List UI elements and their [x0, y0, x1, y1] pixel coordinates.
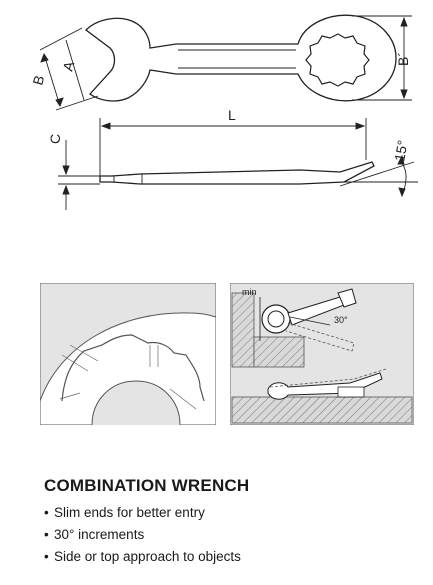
wrench-side-view	[100, 162, 374, 184]
wrench-technical-drawing	[0, 0, 433, 220]
feature-list	[44, 502, 241, 568]
ring-end-detail	[40, 283, 216, 425]
feature-text: Slim ends for better entry	[54, 505, 205, 520]
label-b: B	[29, 73, 48, 87]
feature-item: • Slim ends for better entry	[44, 505, 205, 520]
wrench-top-view	[86, 15, 396, 101]
label-a: A	[59, 59, 78, 73]
feature-text: 30° increments	[54, 527, 145, 542]
dimension-c	[58, 140, 100, 210]
label-angle-15: 15°	[391, 138, 411, 163]
label-min: min	[242, 287, 257, 297]
feature-item: • Side or top approach to objects	[44, 549, 241, 564]
feature-text: Side or top approach to objects	[54, 549, 241, 564]
access-clearance-detail	[230, 283, 414, 425]
label-l: L	[228, 107, 236, 123]
feature-item: • 30° increments	[44, 527, 145, 542]
label-30-degrees: 30°	[334, 315, 348, 325]
label-b-prime: B´	[395, 52, 411, 66]
dimension-l	[100, 118, 366, 176]
label-c: C	[47, 133, 63, 144]
product-title: COMBINATION WRENCH	[44, 476, 250, 495]
